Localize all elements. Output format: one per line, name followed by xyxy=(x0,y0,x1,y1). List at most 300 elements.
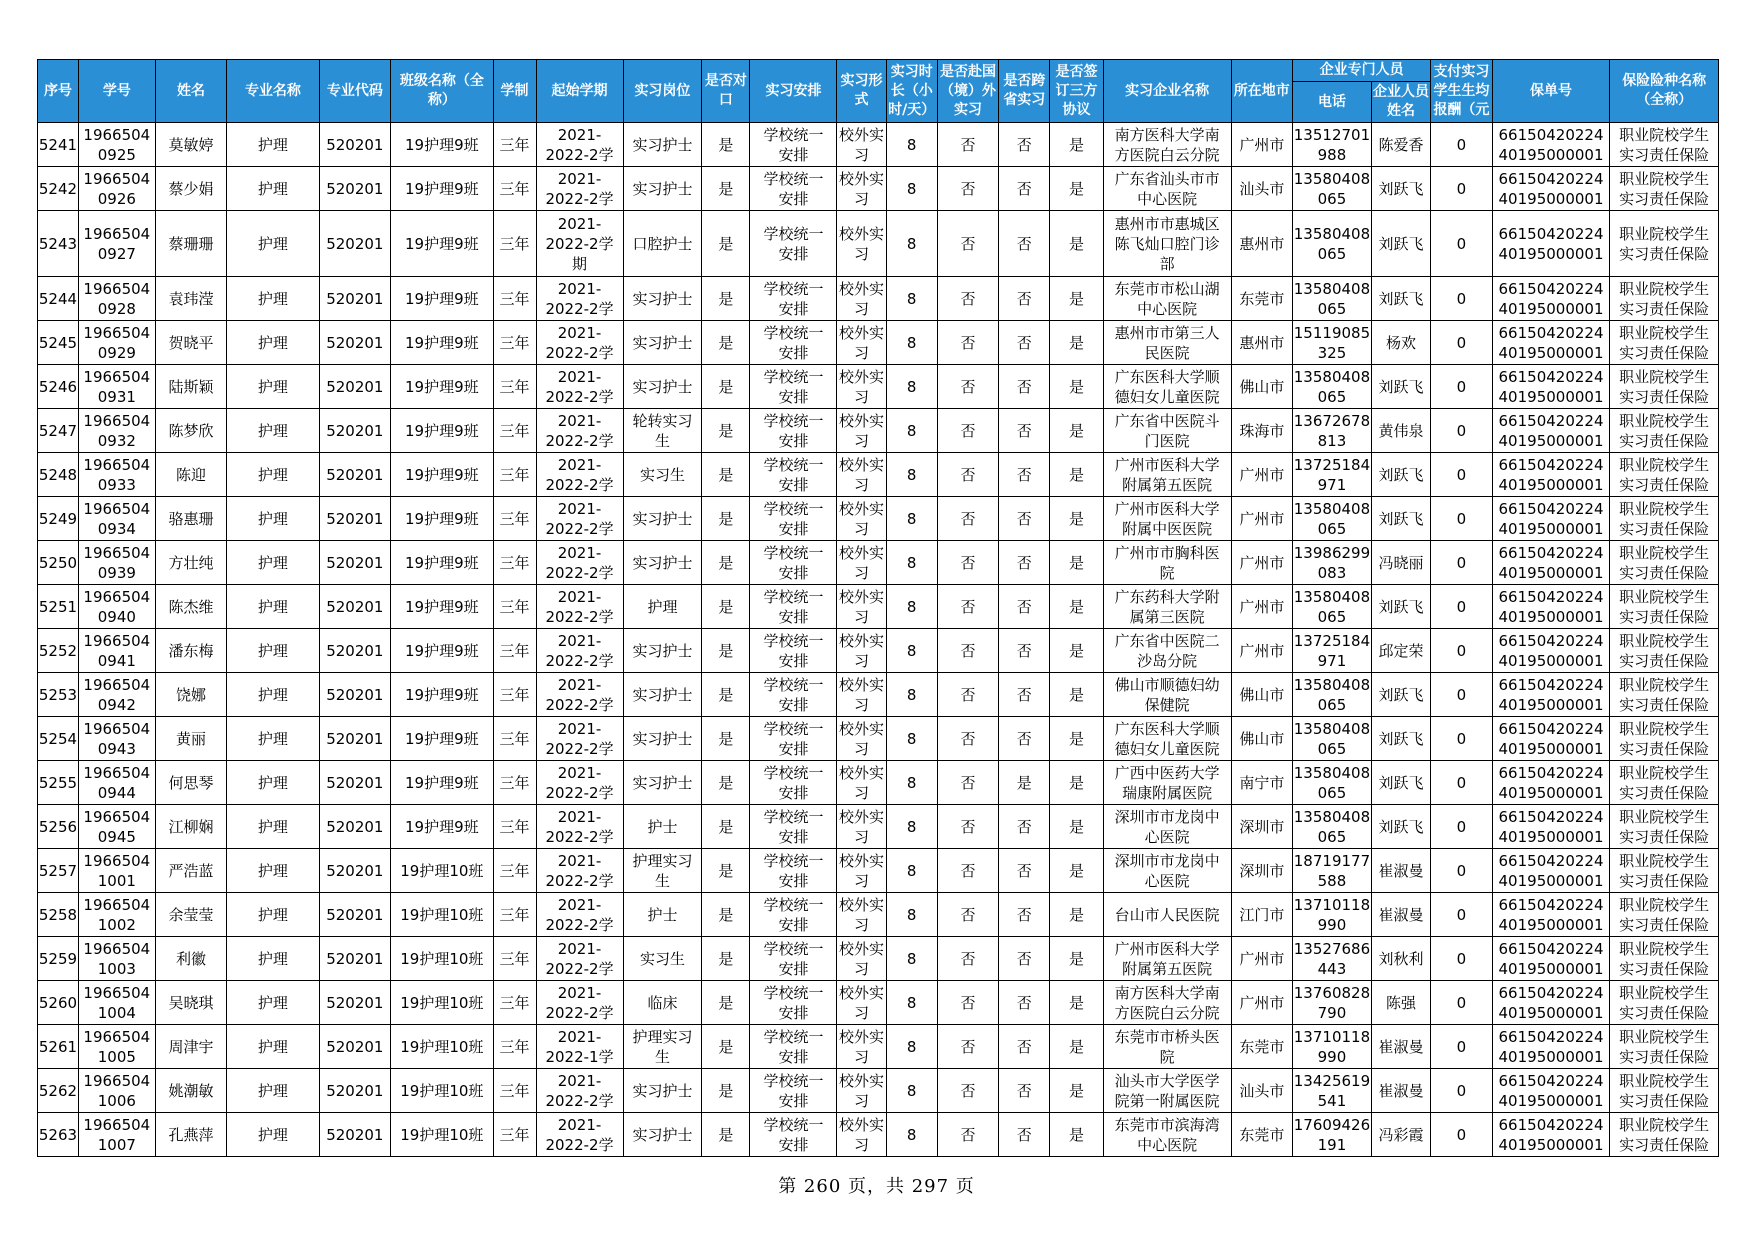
cell-seq: 5257 xyxy=(38,849,79,893)
col-position: 实习岗位 xyxy=(623,60,702,123)
cell-position: 实习护士 xyxy=(623,277,702,321)
cell-seq: 5258 xyxy=(38,893,79,937)
cell-agreement: 是 xyxy=(1050,1113,1103,1157)
cell-position: 实习护士 xyxy=(623,717,702,761)
cell-major-code: 520201 xyxy=(319,761,391,805)
cell-major-code: 520201 xyxy=(319,937,391,981)
cell-agreement: 是 xyxy=(1050,453,1103,497)
cell-match: 是 xyxy=(702,497,750,541)
cell-start-term: 2021- 2022-2学 xyxy=(536,123,623,167)
cell-policy-no: 66150420224 40195000001 xyxy=(1492,937,1610,981)
cell-insurance: 职业院校学生 实习责任保险 xyxy=(1610,893,1719,937)
cell-policy-no: 66150420224 40195000001 xyxy=(1492,849,1610,893)
cell-phone: 13425619 541 xyxy=(1293,1069,1372,1113)
cell-match: 是 xyxy=(702,1069,750,1113)
cell-duration: 三年 xyxy=(493,211,536,277)
cell-major: 护理 xyxy=(227,167,319,211)
cell-form: 校外实 习 xyxy=(837,321,886,365)
cell-class-name: 19护理9班 xyxy=(391,321,493,365)
cell-policy-no: 66150420224 40195000001 xyxy=(1492,673,1610,717)
cell-student-id: 1966504 0941 xyxy=(78,629,155,673)
cell-form: 校外实 习 xyxy=(837,761,886,805)
cell-duration: 三年 xyxy=(493,1113,536,1157)
cell-company: 东莞市市桥头医 院 xyxy=(1103,1025,1231,1069)
cell-abroad: 否 xyxy=(937,211,998,277)
cell-arrange: 学校统一 安排 xyxy=(750,761,837,805)
cell-company: 广东省中医院二 沙岛分院 xyxy=(1103,629,1231,673)
cell-name: 何思琴 xyxy=(155,761,227,805)
cell-arrange: 学校统一 安排 xyxy=(750,805,837,849)
cell-pay: 0 xyxy=(1431,849,1492,893)
cell-major-code: 520201 xyxy=(319,1025,391,1069)
cell-phone: 13580408 065 xyxy=(1293,585,1372,629)
cell-student-id: 1966504 0942 xyxy=(78,673,155,717)
cell-cross-province: 否 xyxy=(999,167,1050,211)
cell-duration: 三年 xyxy=(493,541,536,585)
cell-position: 实习生 xyxy=(623,453,702,497)
cell-insurance: 职业院校学生 实习责任保险 xyxy=(1610,409,1719,453)
cell-class-name: 19护理9班 xyxy=(391,673,493,717)
cell-major: 护理 xyxy=(227,453,319,497)
cell-arrange: 学校统一 安排 xyxy=(750,673,837,717)
cell-duration: 三年 xyxy=(493,585,536,629)
cell-seq: 5241 xyxy=(38,123,79,167)
cell-class-name: 19护理9班 xyxy=(391,629,493,673)
table-row xyxy=(38,1113,1719,1157)
cell-major: 护理 xyxy=(227,761,319,805)
cell-seq: 5263 xyxy=(38,1113,79,1157)
cell-cross-province: 否 xyxy=(999,211,1050,277)
cell-insurance: 职业院校学生 实习责任保险 xyxy=(1610,1113,1719,1157)
cell-form: 校外实 习 xyxy=(837,937,886,981)
cell-position: 口腔护士 xyxy=(623,211,702,277)
cell-hours: 8 xyxy=(886,321,937,365)
cell-major-code: 520201 xyxy=(319,277,391,321)
cell-company: 广西中医药大学 瑞康附属医院 xyxy=(1103,761,1231,805)
cell-insurance: 职业院校学生 实习责任保险 xyxy=(1610,1025,1719,1069)
cell-city: 惠州市 xyxy=(1231,211,1292,277)
cell-seq: 5260 xyxy=(38,981,79,1025)
cell-city: 珠海市 xyxy=(1231,409,1292,453)
cell-form: 校外实 习 xyxy=(837,541,886,585)
cell-class-name: 19护理10班 xyxy=(391,893,493,937)
cell-city: 汕头市 xyxy=(1231,167,1292,211)
cell-phone: 13672678 813 xyxy=(1293,409,1372,453)
cell-form: 校外实 习 xyxy=(837,805,886,849)
cell-name: 骆惠珊 xyxy=(155,497,227,541)
cell-abroad: 否 xyxy=(937,673,998,717)
cell-start-term: 2021- 2022-2学 xyxy=(536,937,623,981)
cell-class-name: 19护理10班 xyxy=(391,981,493,1025)
cell-staff-name: 冯彩霞 xyxy=(1371,1113,1430,1157)
cell-insurance: 职业院校学生 实习责任保险 xyxy=(1610,1069,1719,1113)
cell-position: 实习护士 xyxy=(623,365,702,409)
cell-arrange: 学校统一 安排 xyxy=(750,365,837,409)
cell-insurance: 职业院校学生 实习责任保险 xyxy=(1610,585,1719,629)
cell-duration: 三年 xyxy=(493,277,536,321)
col-phone: 电话 xyxy=(1293,82,1372,123)
cell-class-name: 19护理10班 xyxy=(391,849,493,893)
cell-hours: 8 xyxy=(886,409,937,453)
cell-student-id: 1966504 1005 xyxy=(78,1025,155,1069)
cell-match: 是 xyxy=(702,761,750,805)
cell-student-id: 1966504 1003 xyxy=(78,937,155,981)
cell-policy-no: 66150420224 40195000001 xyxy=(1492,541,1610,585)
cell-duration: 三年 xyxy=(493,717,536,761)
cell-student-id: 1966504 0939 xyxy=(78,541,155,585)
cell-seq: 5242 xyxy=(38,167,79,211)
cell-major: 护理 xyxy=(227,211,319,277)
cell-pay: 0 xyxy=(1431,717,1492,761)
cell-insurance: 职业院校学生 实习责任保险 xyxy=(1610,717,1719,761)
cell-arrange: 学校统一 安排 xyxy=(750,981,837,1025)
cell-company: 汕头市大学医学 院第一附属医院 xyxy=(1103,1069,1231,1113)
cell-student-id: 1966504 0926 xyxy=(78,167,155,211)
cell-policy-no: 66150420224 40195000001 xyxy=(1492,761,1610,805)
cell-match: 是 xyxy=(702,629,750,673)
cell-staff-name: 崔淑曼 xyxy=(1371,849,1430,893)
cell-pay: 0 xyxy=(1431,629,1492,673)
cell-abroad: 否 xyxy=(937,321,998,365)
cell-arrange: 学校统一 安排 xyxy=(750,497,837,541)
cell-major: 护理 xyxy=(227,277,319,321)
cell-form: 校外实 习 xyxy=(837,629,886,673)
cell-company: 广东医科大学顺 德妇女儿童医院 xyxy=(1103,365,1231,409)
cell-position: 护士 xyxy=(623,893,702,937)
cell-cross-province: 否 xyxy=(999,453,1050,497)
cell-start-term: 2021- 2022-2学 期 xyxy=(536,211,623,277)
col-form: 实习形式 xyxy=(837,60,886,123)
cell-phone: 13580408 065 xyxy=(1293,365,1372,409)
cell-cross-province: 否 xyxy=(999,1025,1050,1069)
table-row xyxy=(38,123,1719,167)
cell-insurance: 职业院校学生 实习责任保险 xyxy=(1610,981,1719,1025)
cell-match: 是 xyxy=(702,585,750,629)
cell-class-name: 19护理9班 xyxy=(391,123,493,167)
cell-seq: 5243 xyxy=(38,211,79,277)
cell-insurance: 职业院校学生 实习责任保险 xyxy=(1610,211,1719,277)
cell-student-id: 1966504 1002 xyxy=(78,893,155,937)
cell-abroad: 否 xyxy=(937,805,998,849)
cell-arrange: 学校统一 安排 xyxy=(750,937,837,981)
cell-phone: 13527686 443 xyxy=(1293,937,1372,981)
cell-name: 陆斯颖 xyxy=(155,365,227,409)
col-staff-group: 企业专门人员 xyxy=(1293,60,1431,82)
cell-pay: 0 xyxy=(1431,409,1492,453)
cell-hours: 8 xyxy=(886,805,937,849)
cell-start-term: 2021- 2022-2学 xyxy=(536,805,623,849)
cell-arrange: 学校统一 安排 xyxy=(750,321,837,365)
cell-name: 黄丽 xyxy=(155,717,227,761)
cell-city: 东莞市 xyxy=(1231,1113,1292,1157)
cell-policy-no: 66150420224 40195000001 xyxy=(1492,717,1610,761)
cell-abroad: 否 xyxy=(937,365,998,409)
cell-company: 广州市医科大学 附属第五医院 xyxy=(1103,453,1231,497)
cell-start-term: 2021- 2022-2学 xyxy=(536,277,623,321)
cell-policy-no: 66150420224 40195000001 xyxy=(1492,893,1610,937)
cell-name: 方壮纯 xyxy=(155,541,227,585)
cell-phone: 13580408 065 xyxy=(1293,673,1372,717)
cell-major: 护理 xyxy=(227,717,319,761)
cell-position: 实习护士 xyxy=(623,1069,702,1113)
cell-student-id: 1966504 0940 xyxy=(78,585,155,629)
cell-start-term: 2021- 2022-2学 xyxy=(536,321,623,365)
table-row xyxy=(38,497,1719,541)
cell-staff-name: 刘跃飞 xyxy=(1371,497,1430,541)
cell-abroad: 否 xyxy=(937,1113,998,1157)
cell-duration: 三年 xyxy=(493,1069,536,1113)
cell-duration: 三年 xyxy=(493,167,536,211)
cell-staff-name: 陈强 xyxy=(1371,981,1430,1025)
cell-staff-name: 刘跃飞 xyxy=(1371,167,1430,211)
cell-start-term: 2021- 2022-2学 xyxy=(536,409,623,453)
cell-student-id: 1966504 1007 xyxy=(78,1113,155,1157)
cell-match: 是 xyxy=(702,1113,750,1157)
cell-major: 护理 xyxy=(227,541,319,585)
cell-company: 南方医科大学南 方医院白云分院 xyxy=(1103,981,1231,1025)
cell-student-id: 1966504 0945 xyxy=(78,805,155,849)
cell-abroad: 否 xyxy=(937,123,998,167)
cell-arrange: 学校统一 安排 xyxy=(750,1113,837,1157)
cell-match: 是 xyxy=(702,937,750,981)
cell-phone: 13580408 065 xyxy=(1293,497,1372,541)
cell-match: 是 xyxy=(702,541,750,585)
cell-match: 是 xyxy=(702,981,750,1025)
cell-pay: 0 xyxy=(1431,585,1492,629)
cell-company: 惠州市市惠城区 陈飞灿口腔门诊 部 xyxy=(1103,211,1231,277)
col-major-code: 专业代码 xyxy=(319,60,391,123)
table-row xyxy=(38,585,1719,629)
cell-phone: 13725184 971 xyxy=(1293,453,1372,497)
cell-phone: 13580408 065 xyxy=(1293,805,1372,849)
cell-seq: 5245 xyxy=(38,321,79,365)
cell-position: 轮转实习 生 xyxy=(623,409,702,453)
table-row xyxy=(38,849,1719,893)
cell-cross-province: 否 xyxy=(999,1113,1050,1157)
cell-class-name: 19护理9班 xyxy=(391,497,493,541)
cell-city: 广州市 xyxy=(1231,453,1292,497)
cell-agreement: 是 xyxy=(1050,541,1103,585)
cell-hours: 8 xyxy=(886,585,937,629)
cell-staff-name: 刘跃飞 xyxy=(1371,805,1430,849)
cell-hours: 8 xyxy=(886,1113,937,1157)
cell-student-id: 1966504 0925 xyxy=(78,123,155,167)
cell-staff-name: 陈爱香 xyxy=(1371,123,1430,167)
cell-cross-province: 是 xyxy=(999,761,1050,805)
cell-student-id: 1966504 0929 xyxy=(78,321,155,365)
cell-major: 护理 xyxy=(227,321,319,365)
cell-hours: 8 xyxy=(886,167,937,211)
cell-abroad: 否 xyxy=(937,497,998,541)
cell-class-name: 19护理9班 xyxy=(391,805,493,849)
cell-pay: 0 xyxy=(1431,497,1492,541)
cell-pay: 0 xyxy=(1431,893,1492,937)
cell-duration: 三年 xyxy=(493,849,536,893)
cell-abroad: 否 xyxy=(937,541,998,585)
cell-form: 校外实 习 xyxy=(837,849,886,893)
cell-start-term: 2021- 2022-2学 xyxy=(536,673,623,717)
cell-name: 陈迎 xyxy=(155,453,227,497)
cell-form: 校外实 习 xyxy=(837,981,886,1025)
cell-match: 是 xyxy=(702,1025,750,1069)
cell-city: 南宁市 xyxy=(1231,761,1292,805)
table-row xyxy=(38,893,1719,937)
cell-arrange: 学校统一 安排 xyxy=(750,717,837,761)
col-policy-no: 保单号 xyxy=(1492,60,1610,123)
cell-pay: 0 xyxy=(1431,761,1492,805)
cell-name: 余莹莹 xyxy=(155,893,227,937)
table-row xyxy=(38,277,1719,321)
cell-staff-name: 崔淑曼 xyxy=(1371,1069,1430,1113)
cell-cross-province: 否 xyxy=(999,805,1050,849)
cell-insurance: 职业院校学生 实习责任保险 xyxy=(1610,365,1719,409)
cell-major: 护理 xyxy=(227,937,319,981)
cell-hours: 8 xyxy=(886,123,937,167)
cell-agreement: 是 xyxy=(1050,1069,1103,1113)
cell-duration: 三年 xyxy=(493,673,536,717)
cell-phone: 13580408 065 xyxy=(1293,167,1372,211)
table-row xyxy=(38,211,1719,277)
cell-name: 饶娜 xyxy=(155,673,227,717)
cell-student-id: 1966504 0927 xyxy=(78,211,155,277)
cell-match: 是 xyxy=(702,365,750,409)
cell-arrange: 学校统一 安排 xyxy=(750,211,837,277)
cell-major-code: 520201 xyxy=(319,673,391,717)
cell-major: 护理 xyxy=(227,849,319,893)
cell-phone: 17609426 191 xyxy=(1293,1113,1372,1157)
cell-form: 校外实 习 xyxy=(837,409,886,453)
cell-class-name: 19护理10班 xyxy=(391,1113,493,1157)
cell-insurance: 职业院校学生 实习责任保险 xyxy=(1610,761,1719,805)
cell-policy-no: 66150420224 40195000001 xyxy=(1492,277,1610,321)
cell-cross-province: 否 xyxy=(999,541,1050,585)
cell-cross-province: 否 xyxy=(999,497,1050,541)
cell-phone: 13580408 065 xyxy=(1293,277,1372,321)
cell-company: 东莞市市滨海湾 中心医院 xyxy=(1103,1113,1231,1157)
cell-abroad: 否 xyxy=(937,849,998,893)
cell-agreement: 是 xyxy=(1050,409,1103,453)
cell-agreement: 是 xyxy=(1050,761,1103,805)
cell-student-id: 1966504 0943 xyxy=(78,717,155,761)
cell-match: 是 xyxy=(702,717,750,761)
cell-insurance: 职业院校学生 实习责任保险 xyxy=(1610,277,1719,321)
cell-major: 护理 xyxy=(227,1025,319,1069)
cell-duration: 三年 xyxy=(493,123,536,167)
cell-cross-province: 否 xyxy=(999,365,1050,409)
cell-cross-province: 否 xyxy=(999,629,1050,673)
table-row xyxy=(38,321,1719,365)
cell-city: 深圳市 xyxy=(1231,805,1292,849)
cell-start-term: 2021- 2022-2学 xyxy=(536,541,623,585)
cell-major-code: 520201 xyxy=(319,365,391,409)
cell-policy-no: 66150420224 40195000001 xyxy=(1492,167,1610,211)
cell-company: 广州市医科大学 附属第五医院 xyxy=(1103,937,1231,981)
cell-phone: 13710118 990 xyxy=(1293,893,1372,937)
cell-match: 是 xyxy=(702,321,750,365)
cell-class-name: 19护理9班 xyxy=(391,453,493,497)
col-seq: 序号 xyxy=(38,60,79,123)
table-body xyxy=(38,123,1719,1157)
cell-start-term: 2021- 2022-2学 xyxy=(536,717,623,761)
cell-position: 实习护士 xyxy=(623,167,702,211)
cell-arrange: 学校统一 安排 xyxy=(750,409,837,453)
cell-staff-name: 刘秋利 xyxy=(1371,937,1430,981)
cell-insurance: 职业院校学生 实习责任保险 xyxy=(1610,123,1719,167)
cell-hours: 8 xyxy=(886,893,937,937)
cell-pay: 0 xyxy=(1431,123,1492,167)
cell-major-code: 520201 xyxy=(319,981,391,1025)
col-duration: 学制 xyxy=(493,60,536,123)
cell-major: 护理 xyxy=(227,409,319,453)
cell-match: 是 xyxy=(702,893,750,937)
cell-insurance: 职业院校学生 实习责任保险 xyxy=(1610,497,1719,541)
cell-insurance: 职业院校学生 实习责任保险 xyxy=(1610,673,1719,717)
cell-phone: 13710118 990 xyxy=(1293,1025,1372,1069)
cell-company: 佛山市顺德妇幼 保健院 xyxy=(1103,673,1231,717)
cell-agreement: 是 xyxy=(1050,497,1103,541)
cell-policy-no: 66150420224 40195000001 xyxy=(1492,365,1610,409)
cell-cross-province: 否 xyxy=(999,937,1050,981)
cell-company: 广州市市胸科医 院 xyxy=(1103,541,1231,585)
cell-phone: 18719177 588 xyxy=(1293,849,1372,893)
cell-form: 校外实 习 xyxy=(837,893,886,937)
cell-duration: 三年 xyxy=(493,761,536,805)
col-class-name: 班级名称（全称） xyxy=(391,60,493,123)
cell-position: 护理 xyxy=(623,585,702,629)
cell-cross-province: 否 xyxy=(999,585,1050,629)
cell-start-term: 2021- 2022-2学 xyxy=(536,629,623,673)
cell-phone: 13986299 083 xyxy=(1293,541,1372,585)
cell-name: 贺晓平 xyxy=(155,321,227,365)
cell-major: 护理 xyxy=(227,981,319,1025)
cell-abroad: 否 xyxy=(937,893,998,937)
cell-hours: 8 xyxy=(886,211,937,277)
cell-cross-province: 否 xyxy=(999,893,1050,937)
cell-policy-no: 66150420224 40195000001 xyxy=(1492,629,1610,673)
cell-hours: 8 xyxy=(886,365,937,409)
cell-pay: 0 xyxy=(1431,167,1492,211)
cell-staff-name: 刘跃飞 xyxy=(1371,365,1430,409)
cell-match: 是 xyxy=(702,277,750,321)
cell-duration: 三年 xyxy=(493,805,536,849)
col-abroad: 是否赴国（境）外实习 xyxy=(937,60,998,123)
cell-arrange: 学校统一 安排 xyxy=(750,277,837,321)
cell-duration: 三年 xyxy=(493,409,536,453)
cell-major: 护理 xyxy=(227,673,319,717)
cell-agreement: 是 xyxy=(1050,1025,1103,1069)
cell-pay: 0 xyxy=(1431,1113,1492,1157)
cell-policy-no: 66150420224 40195000001 xyxy=(1492,409,1610,453)
cell-abroad: 否 xyxy=(937,453,998,497)
cell-position: 实习护士 xyxy=(623,497,702,541)
cell-class-name: 19护理9班 xyxy=(391,409,493,453)
col-name: 姓名 xyxy=(155,60,227,123)
cell-abroad: 否 xyxy=(937,585,998,629)
cell-hours: 8 xyxy=(886,277,937,321)
cell-city: 广州市 xyxy=(1231,497,1292,541)
cell-major-code: 520201 xyxy=(319,211,391,277)
cell-class-name: 19护理9班 xyxy=(391,365,493,409)
cell-staff-name: 冯晓丽 xyxy=(1371,541,1430,585)
cell-agreement: 是 xyxy=(1050,673,1103,717)
cell-seq: 5253 xyxy=(38,673,79,717)
cell-insurance: 职业院校学生 实习责任保险 xyxy=(1610,167,1719,211)
cell-agreement: 是 xyxy=(1050,123,1103,167)
cell-match: 是 xyxy=(702,409,750,453)
cell-start-term: 2021- 2022-2学 xyxy=(536,497,623,541)
cell-phone: 13760828 790 xyxy=(1293,981,1372,1025)
table-row xyxy=(38,761,1719,805)
